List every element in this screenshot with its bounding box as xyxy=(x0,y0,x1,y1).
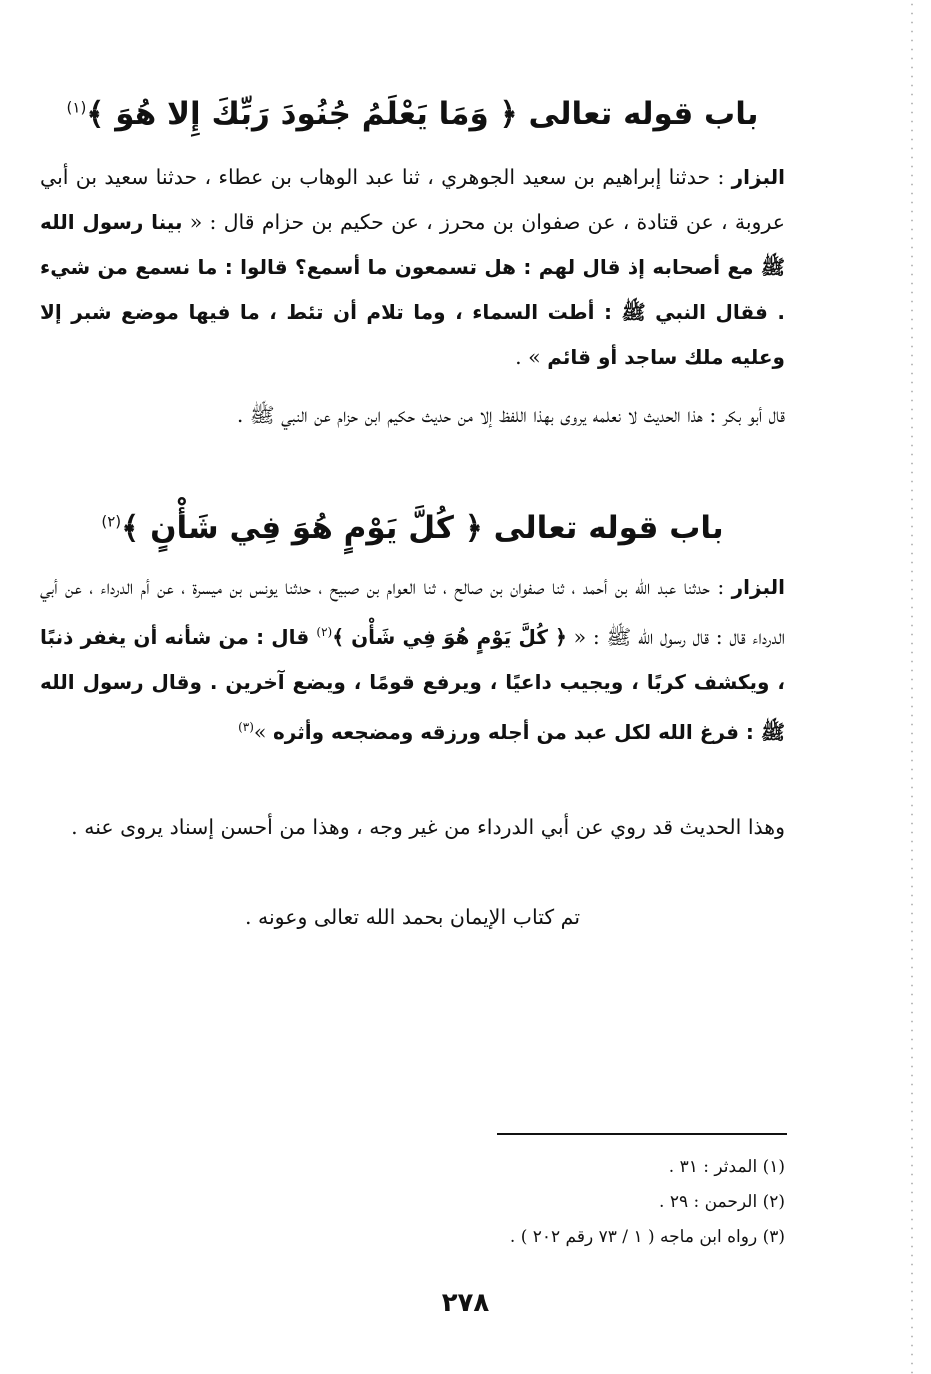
chapter-heading-1-text: باب قوله تعالى ﴿ وَمَا يَعْلَمُ جُنُودَ رَبِّكَ إِلا هُوَ ﴾ xyxy=(86,96,759,132)
hadith-text: قال : من شأنه أن يغفر ذنبًا ، ويكشف كربًا ، ويجيب داعيًا ، ويرفع قومًا ، ويضع آخرين . وقال رسول الله ﷺ : فرغ الله لكل عبد من أجله ورزقه ومضجعه وأثره xyxy=(40,624,785,744)
chapter-heading-2 xyxy=(40,510,785,546)
footnotes xyxy=(40,1150,785,1255)
footnote-ref: (٢) xyxy=(316,625,333,639)
hadith-text: بينا رسول الله ﷺ مع أصحابه إذ قال لهم : هل تسمعون ما أسمع؟ قالوا : ما نسمع من شيء . فقال النبي ﷺ : أطت السماء ، وما تلام أن تئط ، ما فيها موضع شبر إلا وعليه ملك ساجد أو قائم xyxy=(40,210,785,369)
narrator-lead: البزار xyxy=(731,165,785,189)
footnote-item: (٣) رواه ابن ماجه ( ١ / ٧٣ رقم ٢٠٢ ) . xyxy=(509,1227,785,1247)
hadith-paragraph-2 xyxy=(40,565,785,755)
commentary-text: وهذا الحديث قد روي عن أبي الدرداء من غير وجه ، وهذا من أحسن إسناد يروى عنه . xyxy=(71,815,785,839)
scan-edge-dots xyxy=(911,0,913,1374)
chapter-heading-1-footnote-ref: (١) xyxy=(66,98,87,117)
footnote-ref: (٣) xyxy=(238,719,254,734)
hadith-paragraph-1 xyxy=(40,155,785,380)
verse-quote: ﴿ كُلَّ يَوْمٍ هُوَ فِي شَأْن ﴾ xyxy=(332,624,567,649)
chapter-heading-2-text: باب قوله تعالى ﴿ كُلَّ يَوْمٍ هُوَ فِي شَأْنٍ ﴾ xyxy=(121,510,724,546)
isnad-text: : حدثنا إبراهيم بن سعيد الجوهري ، ثنا عبد الوهاب بن عطاء ، حدثنا سعيد بن أبي عروبة ، عن قتادة ، عن صفوان بن محرز ، عن حكيم بن حزام قال : « xyxy=(40,165,785,234)
commentary-paragraph-1 xyxy=(40,393,785,438)
commentary-paragraph-2 xyxy=(40,805,785,850)
chapter-heading-2-footnote-ref: (٢) xyxy=(101,512,122,531)
footnote-separator xyxy=(497,1133,787,1135)
page-number: ٢٧٨ xyxy=(441,1288,490,1318)
footnote-item: (١) المدثر : ٣١ . xyxy=(668,1157,785,1177)
isnad-text: : حدثنا عبد الله بن أحمد ، ثنا صفوان بن صالح ، ثنا العوام بن صبيح ، حدثنا يونس بن ميسرة ، عن أم الدرداء ، عن أبي الدرداء قال : قال رسول الله ﷺ : « xyxy=(40,575,786,649)
quote-close: » . xyxy=(515,345,548,369)
commentary-text: قال أبو بكر : هذا الحديث لا نعلمه يروى بهذا اللفظ إلا من حديث حكيم ابن حزام عن النبي ﷺ . xyxy=(236,403,785,427)
quote-close: » xyxy=(253,719,273,744)
chapter-heading-1 xyxy=(40,96,785,132)
book-closing-line: تم كتاب الإيمان بحمد الله تعالى وعونه . xyxy=(244,905,581,929)
narrator-lead: البزار xyxy=(731,575,785,599)
footnote-item: (٢) الرحمن : ٢٩ . xyxy=(659,1192,785,1212)
